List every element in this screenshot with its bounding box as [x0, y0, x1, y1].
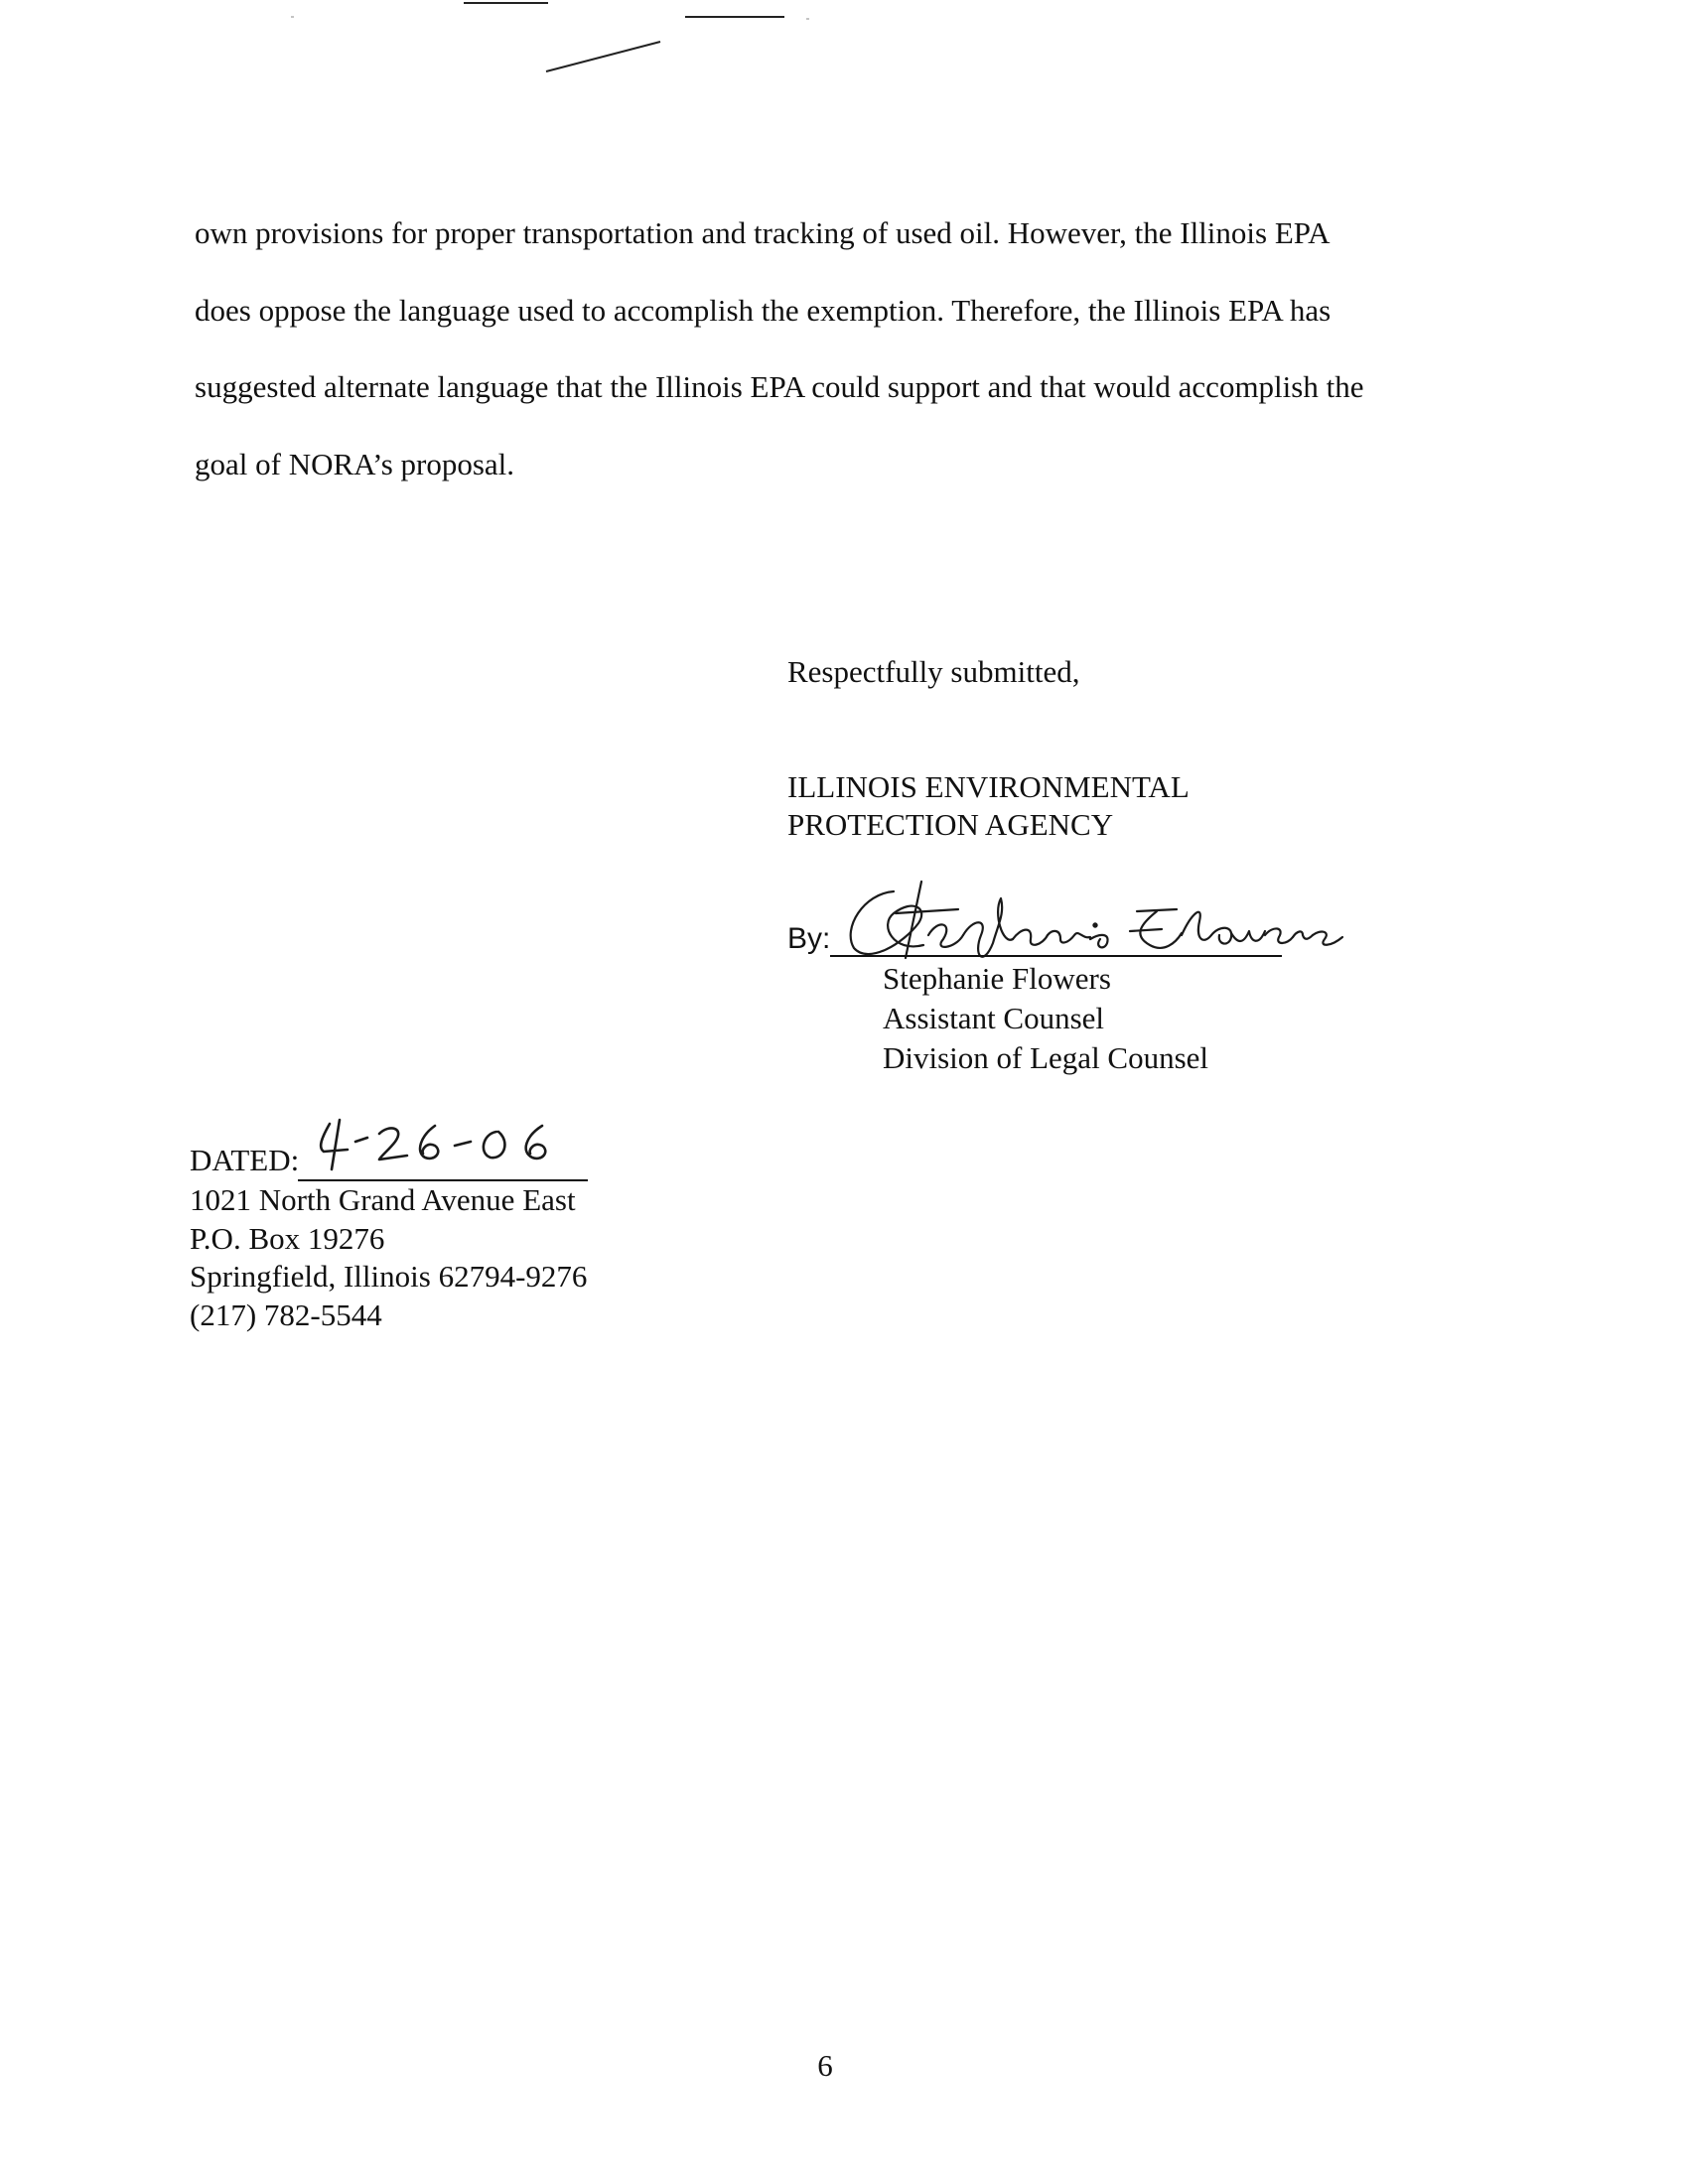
agency-line: PROTECTION AGENCY [787, 807, 1114, 842]
signer-name: Stephanie Flowers [883, 961, 1111, 996]
signer-title: Assistant Counsel [883, 1001, 1105, 1035]
closing-salutation: Respectfully submitted, [787, 654, 1080, 689]
address-line: P.O. Box 19276 [190, 1220, 385, 1256]
address-line: Springfield, Illinois 62794-9276 [190, 1259, 588, 1294]
agency-line: ILLINOIS ENVIRONMENTAL [787, 769, 1190, 804]
by-row [787, 919, 830, 958]
body-line: goal of NORA’s proposal. [195, 446, 515, 481]
signer-division: Division of Legal Counsel [883, 1040, 1209, 1075]
handwritten-signature [834, 874, 1370, 973]
agency-name [787, 768, 1190, 844]
address-block [190, 1181, 587, 1334]
by-label: By: [787, 922, 831, 955]
signature-line [830, 955, 1282, 957]
handwritten-date [308, 1112, 566, 1181]
body-line: suggested alternate language that the Illinois EPA could support and that would accomplish the [195, 369, 1364, 404]
body-line: own provisions for proper transportation and tracking of used oil. However, the Illinois EPA [195, 215, 1331, 250]
signer-details [883, 959, 1208, 1078]
body-line: does oppose the language used to accomplish the exemption. Therefore, the Illinois EPA has [195, 292, 1332, 328]
address-line: (217) 782-5544 [190, 1297, 382, 1332]
scan-artifact-marks [0, 0, 1684, 119]
address-line: 1021 North Grand Avenue East [190, 1182, 576, 1217]
dated-label: DATED: [190, 1143, 300, 1177]
page-number: 6 [817, 2048, 833, 2083]
body-paragraph [195, 195, 1485, 502]
